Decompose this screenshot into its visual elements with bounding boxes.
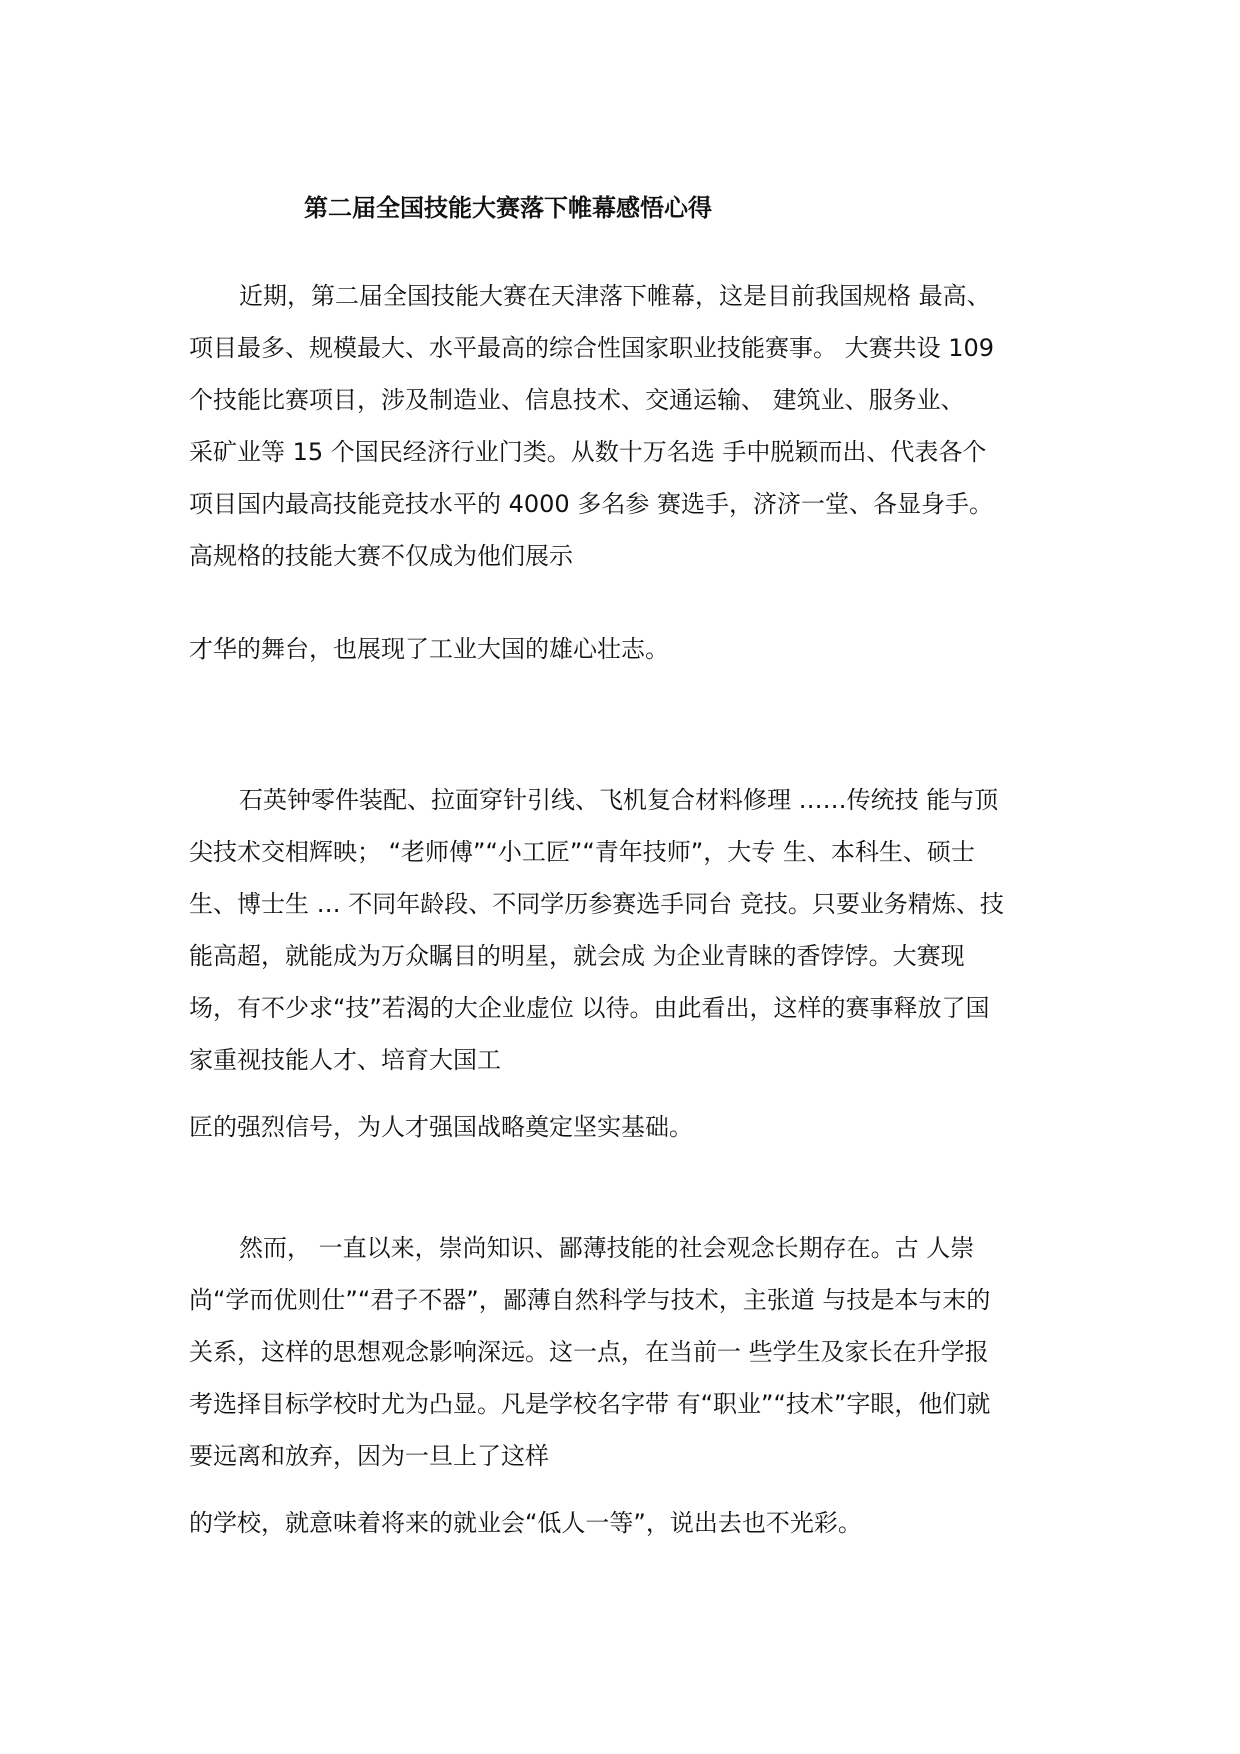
paragraph-line: 家重视技能人才、培育大国工 — [189, 1046, 501, 1074]
paragraph-line: 考选择目标学校时尤为凸显。凡是学校名字带 有“职业”“技术”字眼，他们就 — [189, 1390, 991, 1418]
paragraph-tail-line: 的学校，就意味着将来的就业会“低人一等”，说出去也不光彩。 — [189, 1509, 862, 1537]
paragraph-line: 尖技术交相辉映； “老师傅”“小工匠”“青年技师”，大专 生、本科生、硕士 — [189, 838, 975, 866]
paragraph-line: 尚“学而优则仕”“君子不器”，鄙薄自然科学与技术，主张道 与技是本与末的 — [189, 1286, 991, 1314]
paragraph-line: 项目最多、规模最大、水平最高的综合性国家职业技能赛事。 大赛共设 109 — [189, 334, 995, 362]
paragraph-line: 要远离和放弃，因为一旦上了这样 — [189, 1442, 549, 1470]
paragraph-line: 关系，这样的思想观念影响深远。这一点，在当前一 些学生及家长在升学报 — [189, 1338, 989, 1366]
paragraph-2-tail — [189, 1101, 1079, 1153]
paragraph-line: 近期，第二届全国技能大赛在天津落下帷幕，这是目前我国规格 最高、 — [239, 282, 991, 310]
paragraph-line: 场，有不少求“技”若渴的大企业虚位 以待。由此看出，这样的赛事释放了国 — [189, 994, 990, 1022]
paragraph-3 — [189, 1222, 1079, 1482]
paragraph-tail-line: 才华的舞台，也展现了工业大国的雄心壮志。 — [189, 635, 669, 663]
paragraph-line: 然而， 一直以来，崇尚知识、鄙薄技能的社会观念长期存在。古 人崇 — [239, 1234, 975, 1262]
paragraph-line: 能高超，就能成为万众瞩目的明星，就会成 为企业青睐的香饽饽。大赛现 — [189, 942, 965, 970]
paragraph-3-tail — [189, 1497, 1079, 1549]
paragraph-line: 生、博士生 … 不同年龄段、不同学历参赛选手同台 竞技。只要业务精炼、技 — [189, 890, 1004, 918]
paragraph-tail-line: 匠的强烈信号，为人才强国战略奠定坚实基础。 — [189, 1113, 693, 1141]
paragraph-1 — [189, 270, 1079, 582]
paragraph-1-tail — [189, 623, 1079, 675]
paragraph-2 — [189, 774, 1079, 1086]
paragraph-line: 石英钟零件装配、拉面穿针引线、飞机复合材料修理 ……传统技 能与顶 — [239, 786, 999, 814]
paragraph-line: 项目国内最高技能竞技水平的 4000 多名参 赛选手，济济一堂、各显身手。 — [189, 490, 993, 518]
document-title: 第二届全国技能大赛落下帷幕感悟心得 — [304, 194, 712, 222]
paragraph-line: 个技能比赛项目，涉及制造业、信息技术、交通运输、 建筑业、服务业、 — [189, 386, 965, 414]
paragraph-line: 采矿业等 15 个国民经济行业门类。从数十万名选 手中脱颖而出、代表各个 — [189, 438, 987, 466]
paragraph-line: 高规格的技能大赛不仅成为他们展示 — [189, 542, 573, 570]
